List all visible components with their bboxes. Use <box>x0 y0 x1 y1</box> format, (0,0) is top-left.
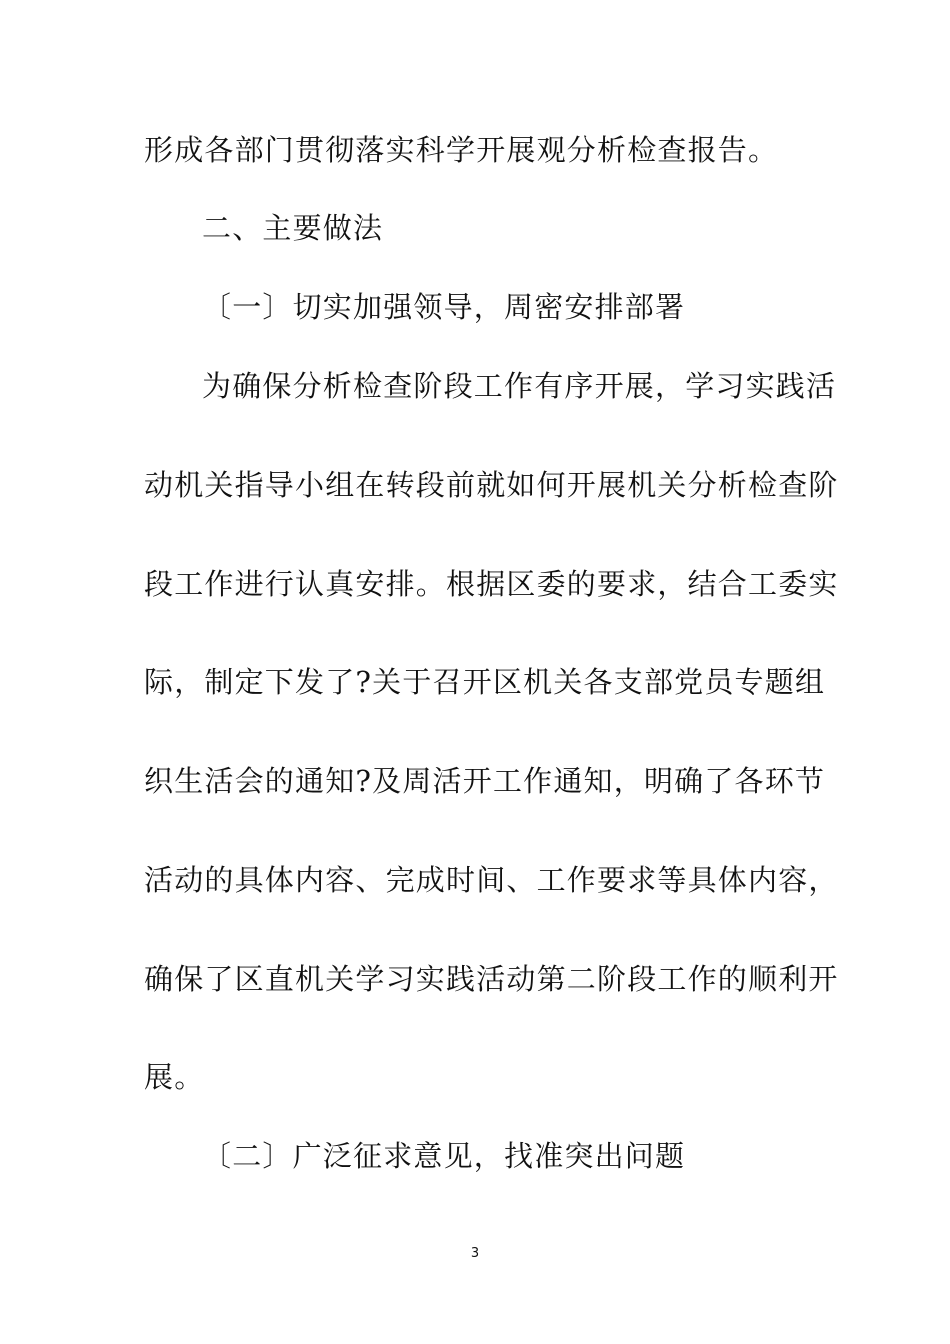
paragraph-line: 织生活会的通知?及周活开工作通知，明确了各环节 <box>144 764 826 798</box>
subsection-heading: 〔一〕切实加强领导，周密安排部署 <box>202 290 686 324</box>
page-number: 3 <box>470 1246 480 1261</box>
paragraph-line: 确保了区直机关学习实践活动第二阶段工作的顺利开 <box>144 962 839 996</box>
paragraph-line: 段工作进行认真安排。根据区委的要求，结合工委实 <box>144 567 839 601</box>
paragraph-line: 为确保分析检查阶段工作有序开展，学习实践活 <box>202 369 837 403</box>
subsection-heading: 〔二〕广泛征求意见，找准突出问题 <box>202 1139 686 1173</box>
paragraph-line: 展。 <box>144 1060 205 1094</box>
paragraph-line: 动机关指导小组在转段前就如何开展机关分析检查阶 <box>144 468 839 502</box>
paragraph-line: 活动的具体内容、完成时间、工作要求等具体内容， <box>144 863 839 897</box>
paragraph-line: 际，制定下发了?关于召开区机关各支部党员专题组 <box>144 665 826 699</box>
section-heading: 二、主要做法 <box>202 211 384 245</box>
paragraph-line: 形成各部门贯彻落实科学开展观分析检查报告。 <box>144 133 779 167</box>
